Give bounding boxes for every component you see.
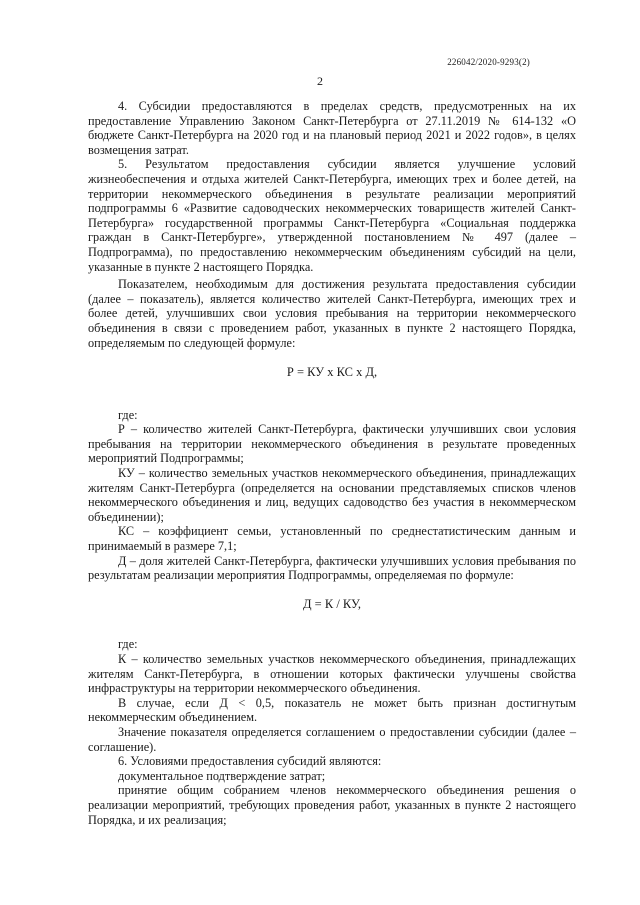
where-label-2: где: xyxy=(118,637,138,652)
definition-d: Д – доля жителей Санкт-Петербурга, фактически улучшивших условия пребывания по результатам реализации мероприятия Подпрограммы, определяемая по формуле: xyxy=(88,553,576,583)
paragraph-5: 5. Результатом предоставления субсидии является улучшение условий жизнеобеспечения и отдыха жителей Санкт-Петербурга, имеющих трех и более детей, на территории некоммерческого объединения в результате реализации мероприятий подпрограммы 6 «Развитие садоводческих некоммерческих товариществ жителей Санкт-Петербурга» государственной программы Санкт-Петербурга «Социальная поддержка граждан в Санкт-Петербурге», утвержденной постановлением № 497 (далее – Подпрограмма), по предоставлению некоммерческим объединениям субсидий на цели, указанные в пункте 2 настоящего Порядка. xyxy=(88,157,576,274)
definition-ks: КС – коэффициент семьи, установленный по среднестатистическим данным и принимаемый в размере 7,1; xyxy=(88,524,576,554)
paragraph-6: 6. Условиями предоставления субсидий являются: xyxy=(118,754,382,769)
definition-r: Р – количество жителей Санкт-Петербурга, фактически улучшивших свои условия пребывания на территории некоммерческого объединения в результате проведенных мероприятий Подпрограммы; xyxy=(88,422,576,466)
condition-1: документальное подтверждение затрат; xyxy=(118,768,326,783)
paragraph-indicator: Показателем, необходимым для достижения результата предоставления субсидии (далее – показатель), является количество жителей Санкт-Петербурга, имеющих трех и более детей, улучшивших свои условия пребывания на территории некоммерческого объединения в связи с проведением работ, указанных в пункте 2 настоящего Порядка, определяемым по следующей формуле: xyxy=(88,277,576,350)
formula-share: Д = К / КУ, xyxy=(303,596,361,611)
where-label-1: где: xyxy=(118,407,138,422)
page-number: 2 xyxy=(317,74,323,88)
document-id: 226042/2020-9293(2) xyxy=(447,57,530,67)
definition-k: К – количество земельных участков некоммерческого объединения, принадлежащих жителям Санкт-Петербурга, в отношении которых фактически улучшены свойства инфраструктуры на территории некоммерческого объединения. xyxy=(88,652,576,696)
formula-result: Р = КУ х КС х Д, xyxy=(286,365,378,380)
definition-ku: КУ – количество земельных участков некоммерческого объединения, принадлежащих жителям Санкт-Петербурга (определяется на основании представляемых списков членов некоммерческого объединения и лиц, ведущих садоводство без участия в некоммерческом объединении); xyxy=(88,466,576,524)
paragraph-case: В случае, если Д < 0,5, показатель не может быть признан достигнутым некоммерческим объединением. xyxy=(88,695,576,725)
paragraph-4: 4. Субсидии предоставляются в пределах средств, предусмотренных на их предоставление Управлению Законом Санкт-Петербурга от 27.11.2019 № 614-132 «О бюджете Санкт-Петербурга на 2020 год и на плановый период 2021 и 2022 годов», в целях возмещения затрат. xyxy=(88,99,576,157)
condition-2: принятие общим собранием членов некоммерческого объединения решения о реализации мероприятий, требующих проведения работ, указанных в пункте 2 настоящего Порядка, и их реализация; xyxy=(88,783,576,827)
document-body xyxy=(88,99,576,827)
paragraph-value: Значение показателя определяется соглашением о предоставлении субсидии (далее – соглашение). xyxy=(88,724,576,754)
